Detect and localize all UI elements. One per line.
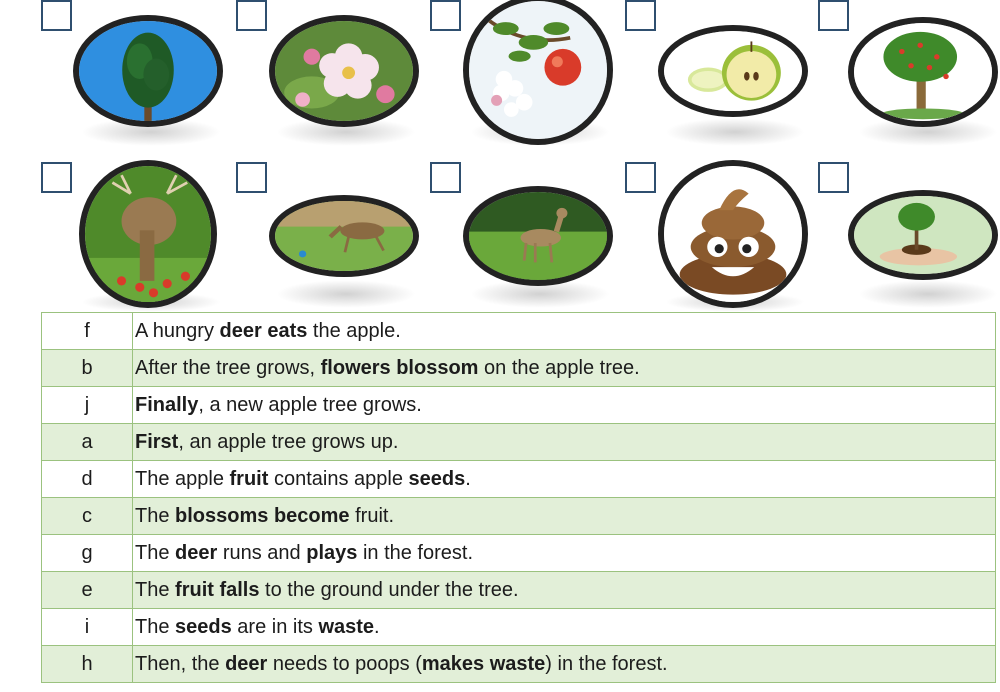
image-card-a: [41, 0, 236, 150]
sentence-keyword: Finally: [135, 393, 199, 416]
deer-running-icon: [269, 195, 419, 277]
checkbox-b[interactable]: [236, 0, 267, 31]
table-row: [42, 424, 996, 461]
answer-letter-cell[interactable]: h: [42, 646, 133, 683]
seedling-in-hand-icon: [848, 190, 998, 280]
image-card-d: [625, 0, 820, 150]
sentence-text: ) in the forest.: [545, 652, 668, 675]
sentence-text: , an apple tree grows up.: [178, 430, 399, 453]
sentence-text: The: [135, 615, 176, 638]
image-card-g: [236, 162, 431, 312]
sentence-cell: [133, 424, 996, 461]
checkbox-j[interactable]: [818, 162, 849, 193]
sentence-text: contains apple: [268, 467, 409, 490]
sentence-keyword: seeds: [175, 615, 232, 638]
checkbox-g[interactable]: [236, 162, 267, 193]
apple-halves-icon: [658, 25, 808, 117]
table-row: [42, 387, 996, 424]
sentence-cell: [133, 387, 996, 424]
sentence-text: , a new apple tree grows.: [198, 393, 422, 416]
image-card-j: [818, 162, 1000, 312]
answer-letter-cell[interactable]: i: [42, 609, 133, 646]
sentence-keyword: flowers blossom: [320, 356, 479, 379]
table-row: [42, 535, 996, 572]
sentence-cell: [133, 646, 996, 683]
answer-table: [41, 312, 996, 683]
sentence-text: the apple.: [307, 319, 401, 342]
apple-on-branch-icon: [463, 0, 613, 145]
table-row: [42, 646, 996, 683]
sentence-keyword: fruit falls: [175, 578, 260, 601]
poop-emoji-icon: [658, 160, 808, 308]
answer-letter-cell[interactable]: d: [42, 461, 133, 498]
image-card-b: [236, 0, 431, 150]
answer-letter-cell[interactable]: b: [42, 350, 133, 387]
answer-letter-cell[interactable]: g: [42, 535, 133, 572]
sentence-text: The: [135, 504, 176, 527]
sentence-text: The apple: [135, 467, 230, 490]
table-row: [42, 461, 996, 498]
image-card-c: [430, 0, 625, 150]
sentence-cell: [133, 313, 996, 350]
table-row: [42, 313, 996, 350]
table-row: [42, 609, 996, 646]
answer-letter-cell[interactable]: a: [42, 424, 133, 461]
sentence-text: needs to poops (: [267, 652, 422, 675]
apple-blossom-icon: [269, 15, 419, 127]
image-card-i: [625, 162, 820, 312]
sentence-cell: [133, 461, 996, 498]
sentence-keyword: deer: [175, 541, 218, 564]
sentence-text: After the tree grows,: [135, 356, 321, 379]
checkbox-e[interactable]: [818, 0, 849, 31]
table-row: [42, 498, 996, 535]
sentence-cell: [133, 609, 996, 646]
sentence-text: The: [135, 578, 176, 601]
answer-letter-cell[interactable]: j: [42, 387, 133, 424]
sentence-keyword: plays: [306, 541, 358, 564]
answer-letter-cell[interactable]: c: [42, 498, 133, 535]
sentence-text: fruit.: [349, 504, 394, 527]
sentence-cell: [133, 572, 996, 609]
sentence-text: A hungry: [135, 319, 220, 342]
image-card-h: [430, 162, 625, 312]
sentence-keyword: waste: [318, 615, 375, 638]
sentence-text: in the forest.: [357, 541, 474, 564]
sentence-keyword: blossoms become: [175, 504, 350, 527]
sentence-text: The: [135, 541, 176, 564]
checkbox-d[interactable]: [625, 0, 656, 31]
sentence-text: are in its: [231, 615, 319, 638]
sentence-keyword: fruit: [229, 467, 269, 490]
checkbox-h[interactable]: [430, 162, 461, 193]
sentence-text: .: [374, 615, 380, 638]
sentence-cell: [133, 498, 996, 535]
apple-falling-tree-icon: [848, 17, 998, 127]
deer-eating-apples-icon: [79, 160, 217, 308]
answer-letter-cell[interactable]: e: [42, 572, 133, 609]
sentence-keyword: seeds: [408, 467, 466, 490]
image-card-f: [41, 162, 236, 312]
sentence-text: on the apple tree.: [478, 356, 640, 379]
sentence-keyword: makes waste: [421, 652, 546, 675]
sentence-text: .: [465, 467, 471, 490]
deer-in-forest-icon: [463, 186, 613, 286]
sentence-text: runs and: [217, 541, 307, 564]
sentence-cell: [133, 350, 996, 387]
checkbox-i[interactable]: [625, 162, 656, 193]
image-card-e: [818, 0, 1000, 150]
sentence-cell: [133, 535, 996, 572]
sentence-text: to the ground under the tree.: [259, 578, 519, 601]
checkbox-f[interactable]: [41, 162, 72, 193]
sentence-keyword: deer eats: [219, 319, 308, 342]
tree-icon: [73, 15, 223, 127]
answer-letter-cell[interactable]: f: [42, 313, 133, 350]
sentence-keyword: First: [135, 430, 179, 453]
table-row: [42, 350, 996, 387]
checkbox-a[interactable]: [41, 0, 72, 31]
checkbox-c[interactable]: [430, 0, 461, 31]
sentence-keyword: deer: [225, 652, 268, 675]
table-row: [42, 572, 996, 609]
sentence-text: Then, the: [135, 652, 226, 675]
